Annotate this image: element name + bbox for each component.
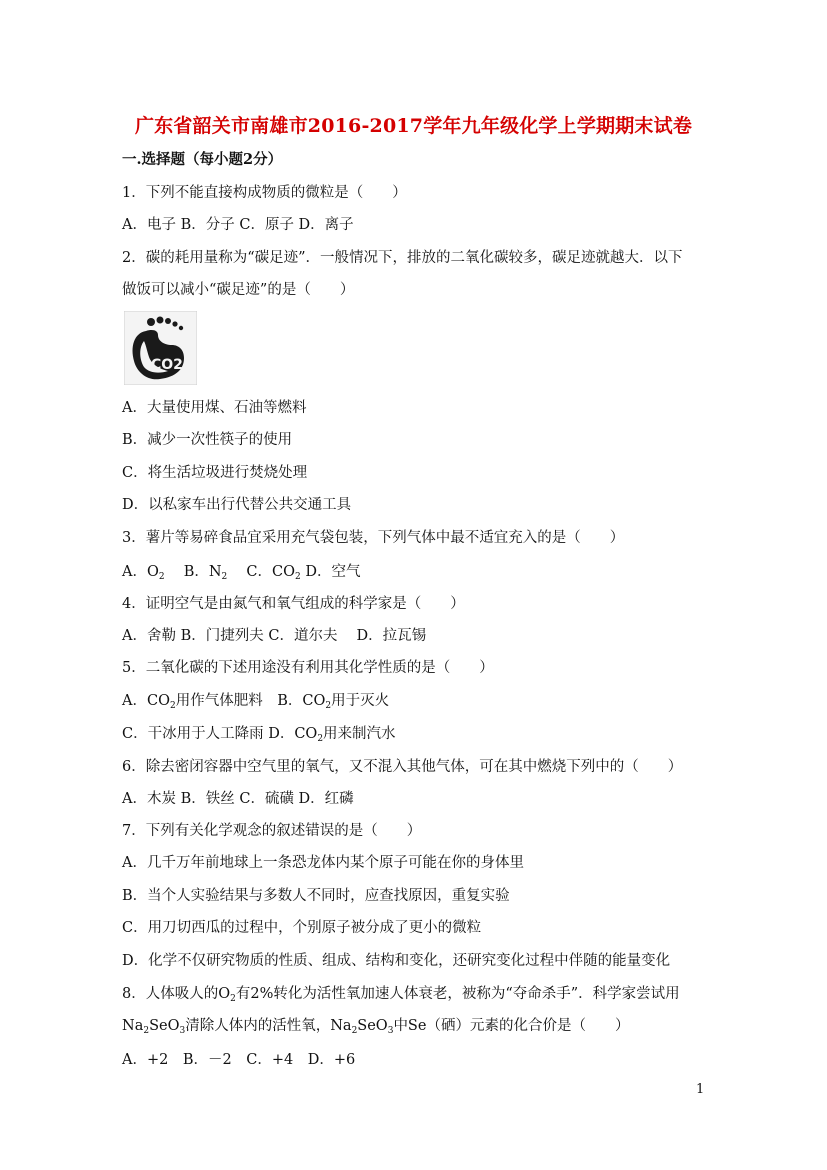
q4-options: A．舍勒 B．门捷列夫 C．道尔夫 D．拉瓦锡 bbox=[122, 628, 427, 644]
q3-options bbox=[122, 562, 360, 587]
q8-text: SeO bbox=[149, 1018, 180, 1034]
q8-options: A．+2 B．－2 C．+4 D．+6 bbox=[122, 1052, 356, 1068]
q8-text: 中Se（硒）元素的化合价是（ ） bbox=[393, 1018, 630, 1034]
q5-option-b: 用作气体肥料 B．CO bbox=[175, 693, 326, 709]
q5-stem: 5．二氧化碳的下述用途没有利用其化学性质的是（ ） bbox=[122, 660, 494, 676]
q7-option-a: A．几千万年前地球上一条恐龙体内某个原子可能在你的身体里 bbox=[122, 855, 524, 871]
q2-option-d: D．以私家车出行代替公共交通工具 bbox=[122, 497, 352, 513]
q8-stem-line1 bbox=[122, 984, 680, 1009]
section-heading: 一.选择题（每小题2分） bbox=[122, 151, 283, 168]
subscript: 3 bbox=[387, 1026, 394, 1036]
subscript: 2 bbox=[158, 572, 165, 582]
q7-option-c: C．用刀切西瓜的过程中，个别原子被分成了更小的微粒 bbox=[122, 920, 482, 936]
q2-stem-line1: 2．碳的耗用量称为“碳足迹”．一般情况下，排放的二氧化碳较多，碳足迹就越大．以下 bbox=[122, 250, 683, 266]
q1-options: A．电子 B．分子 C．原子 D．离子 bbox=[122, 217, 354, 233]
co2-label: CO2 bbox=[151, 357, 183, 373]
q2-option-c: C．将生活垃圾进行焚烧处理 bbox=[122, 465, 308, 481]
subscript: 3 bbox=[179, 1026, 186, 1036]
q8-stem-line2 bbox=[122, 1016, 629, 1041]
q5-options-cd bbox=[122, 724, 396, 749]
subscript: 2 bbox=[294, 572, 301, 582]
subscript: 2 bbox=[325, 701, 332, 711]
q8-text: 8．人体吸人的O bbox=[122, 986, 231, 1002]
q5-option-b-tail: 用于灭火 bbox=[331, 693, 390, 709]
subscript: 2 bbox=[317, 734, 324, 744]
q5-options-ab bbox=[122, 691, 389, 716]
q5-option-d: 用来制汽水 bbox=[323, 726, 396, 742]
q3-stem: 3．薯片等易碎食品宜采用充气袋包装，下列气体中最不适宜充入的是（ ） bbox=[122, 530, 625, 546]
q2-option-b: B．减少一次性筷子的使用 bbox=[122, 432, 293, 448]
q5-option-c: C．干冰用于人工降雨 D．CO bbox=[122, 726, 318, 742]
subscript: 2 bbox=[169, 701, 176, 711]
q3-option-d: D．空气 bbox=[305, 564, 361, 580]
q2-stem-line2: 做饭可以减小“碳足迹”的是（ ） bbox=[122, 282, 355, 298]
q3-option-a: A．O bbox=[122, 564, 159, 580]
q3-option-c: C．CO bbox=[246, 564, 295, 580]
q8-text: 有2%转化为活性氧加速人体衰老，被称为“夺命杀手”．科学家尝试用 bbox=[235, 986, 680, 1002]
q4-stem: 4．证明空气是由氮气和氧气组成的科学家是（ ） bbox=[122, 596, 465, 612]
q7-option-d: D．化学不仅研究物质的性质、组成、结构和变化，还研究变化过程中伴随的能量变化 bbox=[122, 953, 671, 969]
q6-options: A．木炭 B．铁丝 C．硫磺 D．红磷 bbox=[122, 791, 354, 807]
page-number: 1 bbox=[696, 1082, 705, 1097]
q7-option-b: B．当个人实验结果与多数人不同时，应查找原因，重复实验 bbox=[122, 888, 510, 904]
q1-stem: 1．下列不能直接构成物质的微粒是（ ） bbox=[122, 185, 407, 201]
q3-option-b: B．N bbox=[183, 564, 222, 580]
page-title: 广东省韶关市南雄市2016-2017学年九年级化学上学期期末试卷 bbox=[134, 115, 693, 137]
subscript: 2 bbox=[230, 994, 236, 1004]
q2-option-a: A．大量使用煤、石油等燃料 bbox=[122, 400, 307, 416]
q6-stem: 6．除去密闭容器中空气里的氧气，又不混入其他气体，可在其中燃烧下列中的（ ） bbox=[122, 759, 683, 775]
q7-stem: 7．下列有关化学观念的叙述错误的是（ ） bbox=[122, 823, 422, 839]
subscript: 2 bbox=[221, 572, 228, 582]
subscript: 2 bbox=[143, 1026, 150, 1036]
q8-text: Na bbox=[122, 1018, 144, 1034]
q8-text: 清除人体内的活性氧，Na bbox=[185, 1018, 352, 1034]
q8-text: SeO bbox=[357, 1018, 388, 1034]
subscript: 2 bbox=[351, 1026, 358, 1036]
q5-option-a: A．CO bbox=[122, 693, 170, 709]
carbon-footprint-image bbox=[124, 311, 197, 385]
